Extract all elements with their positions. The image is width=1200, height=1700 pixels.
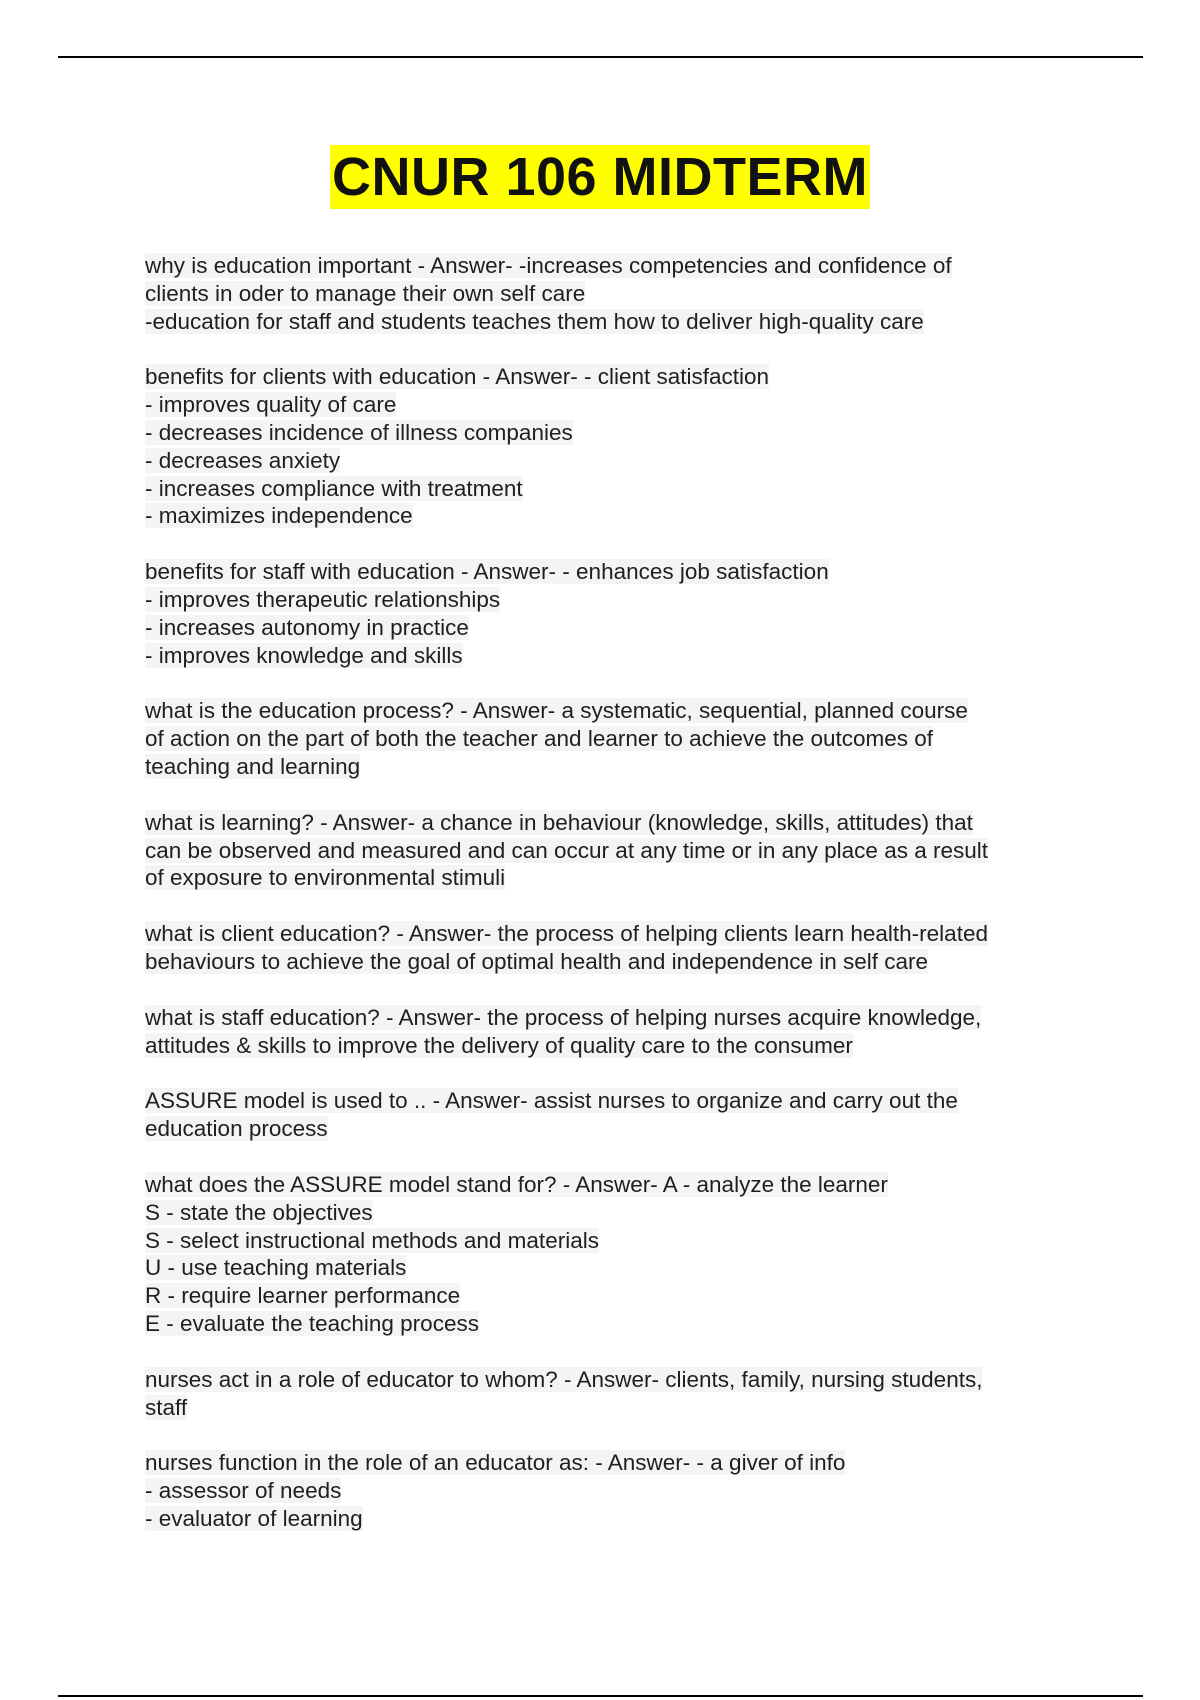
- qa-line: [145, 1505, 1065, 1533]
- qa-line: [145, 1477, 1065, 1505]
- qa-item: [145, 1004, 1065, 1060]
- qa-item: [145, 1087, 1065, 1143]
- qa-line-text: - assessor of needs: [145, 1478, 342, 1504]
- qa-line-text: what is client education? - Answer- the process of helping clients learn health-related: [145, 921, 988, 947]
- qa-line-text: of exposure to environmental stimuli: [145, 865, 506, 891]
- qa-line: [145, 864, 1065, 892]
- qa-line: [145, 642, 1065, 670]
- qa-item: [145, 252, 1065, 335]
- qa-item: [145, 1366, 1065, 1422]
- qa-line: [145, 502, 1065, 530]
- qa-line: [145, 363, 1065, 391]
- qa-line: [145, 1115, 1065, 1143]
- qa-line: [145, 725, 1065, 753]
- qa-item: [145, 697, 1065, 780]
- qa-line: [145, 558, 1065, 586]
- qa-item: [145, 809, 1065, 892]
- qa-line: [145, 1004, 1065, 1032]
- qa-line-text: education process: [145, 1116, 328, 1142]
- qa-line-text: attitudes & skills to improve the delivery of quality care to the consumer: [145, 1032, 853, 1058]
- qa-line-text: - improves knowledge and skills: [145, 642, 463, 668]
- qa-line: [145, 1310, 1065, 1338]
- qa-line-text: U - use teaching materials: [145, 1255, 407, 1281]
- qa-line-text: E - evaluate the teaching process: [145, 1310, 479, 1336]
- qa-line-text: S - state the objectives: [145, 1199, 373, 1225]
- qa-line: [145, 920, 1065, 948]
- qa-line-text: - increases autonomy in practice: [145, 614, 469, 640]
- qa-line: [145, 837, 1065, 865]
- qa-line-text: - improves quality of care: [145, 392, 397, 418]
- qa-line: [145, 475, 1065, 503]
- qa-item: [145, 1171, 1065, 1338]
- qa-line: [145, 586, 1065, 614]
- qa-line: [145, 948, 1065, 976]
- qa-line-text: -education for staff and students teaches them how to deliver high-quality care: [145, 308, 924, 334]
- qa-line-text: of action on the part of both the teacher and learner to achieve the outcomes of: [145, 726, 934, 752]
- qa-line-text: what is staff education? - Answer- the process of helping nurses acquire knowledge,: [145, 1004, 982, 1030]
- qa-line-text: teaching and learning: [145, 753, 361, 779]
- qa-item: [145, 920, 1065, 976]
- qa-line-text: - decreases anxiety: [145, 447, 341, 473]
- qa-line-text: behaviours to achieve the goal of optimal health and independence in self care: [145, 948, 929, 974]
- qa-line: [145, 1087, 1065, 1115]
- top-divider: [58, 56, 1143, 58]
- qa-line: [145, 391, 1065, 419]
- bottom-divider: [58, 1695, 1143, 1697]
- qa-line-text: staff: [145, 1394, 188, 1420]
- qa-line: [145, 419, 1065, 447]
- qa-line: [145, 280, 1065, 308]
- qa-line-text: - increases compliance with treatment: [145, 475, 523, 501]
- qa-line-text: what is the education process? - Answer- a systematic, sequential, planned course: [145, 698, 968, 724]
- qa-line-text: S - select instructional methods and materials: [145, 1227, 599, 1253]
- qa-line: [145, 1032, 1065, 1060]
- title-block: [0, 145, 1200, 209]
- qa-line-text: - improves therapeutic relationships: [145, 586, 501, 612]
- qa-line-text: nurses function in the role of an educator as: - Answer- - a giver of info: [145, 1450, 846, 1476]
- qa-line-text: nurses act in a role of educator to whom? - Answer- clients, family, nursing students,: [145, 1366, 983, 1392]
- qa-line: [145, 1366, 1065, 1394]
- page-title: CNUR 106 MIDTERM: [331, 147, 869, 207]
- qa-line: [145, 1449, 1065, 1477]
- qa-line-text: what is learning? - Answer- a chance in behaviour (knowledge, skills, attitudes) that: [145, 809, 973, 835]
- qa-line-text: - maximizes independence: [145, 503, 413, 529]
- qa-line-text: what does the ASSURE model stand for? - Answer- A - analyze the learner: [145, 1171, 888, 1197]
- qa-line: [145, 1282, 1065, 1310]
- qa-line-text: - evaluator of learning: [145, 1505, 363, 1531]
- qa-line: [145, 697, 1065, 725]
- qa-line: [145, 1227, 1065, 1255]
- qa-line-text: ASSURE model is used to .. - Answer- assist nurses to organize and carry out the: [145, 1088, 958, 1114]
- qa-list: [145, 252, 1065, 1561]
- qa-line-text: benefits for clients with education - Answer- - client satisfaction: [145, 364, 770, 390]
- qa-item: [145, 1449, 1065, 1532]
- qa-line-text: - decreases incidence of illness companies: [145, 419, 573, 445]
- qa-line-text: R - require learner performance: [145, 1283, 461, 1309]
- qa-line: [145, 1254, 1065, 1282]
- qa-line: [145, 447, 1065, 475]
- qa-line-text: benefits for staff with education - Answer- - enhances job satisfaction: [145, 559, 829, 585]
- qa-line-text: can be observed and measured and can occur at any time or in any place as a result: [145, 837, 988, 863]
- qa-item: [145, 558, 1065, 669]
- qa-line: [145, 1199, 1065, 1227]
- qa-line-text: clients in oder to manage their own self care: [145, 280, 586, 306]
- qa-line: [145, 252, 1065, 280]
- qa-line: [145, 308, 1065, 336]
- qa-item: [145, 363, 1065, 530]
- qa-line: [145, 809, 1065, 837]
- qa-line: [145, 1171, 1065, 1199]
- qa-line: [145, 753, 1065, 781]
- qa-line: [145, 1394, 1065, 1422]
- qa-line-text: why is education important - Answer- -increases competencies and confidence of: [145, 253, 952, 278]
- qa-line: [145, 614, 1065, 642]
